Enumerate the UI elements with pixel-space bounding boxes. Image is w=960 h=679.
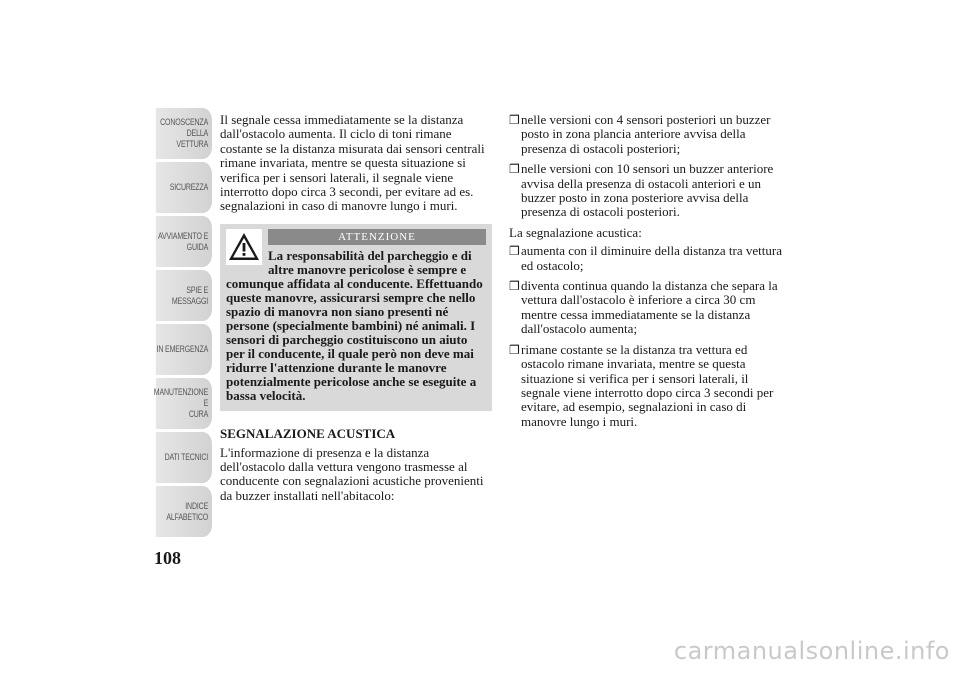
checkbox-bullet-icon: ❒ [509,113,520,127]
checkbox-bullet-icon: ❒ [509,244,520,259]
checkbox-bullet-icon: ❒ [509,162,520,177]
tab-emergenza[interactable]: IN EMERGENZA [156,324,212,375]
left-column [220,113,492,513]
warning-triangle-icon [226,229,262,265]
warning-text-rest: comunque affidata al conducente. Effettuando queste manovre, assicurarsi sempre che nello spazio di manovra non siano presenti né persone (specialmente bambini) né animali. I sensori di parcheggio costituiscono un aiuto per il conducente, il quale però non deve mai ridurre l'attenzione durante le manovre potenzialmente pericolose anche se eseguite a bassa velocità. [226,276,483,404]
checkbox-bullet-icon: ❒ [509,342,520,357]
list-item-text: diventa continua quando la distanza che separa la vettura dall'ostacolo è inferiore a circa 30 cm mentre cessa immediatamente se la distanza dall'ostacolo aumenta; [521,278,778,337]
list-item-text: aumenta con il diminuire della distanza tra vettura ed ostacolo; [521,243,782,273]
tab-indice[interactable]: INDICE ALFABETICO [156,486,212,537]
list-item [509,162,784,220]
right-column [509,113,784,435]
list-item [509,113,784,156]
tab-avviamento[interactable]: AVVIAMENTO E GUIDA [156,216,212,267]
list-item [509,279,784,337]
warning-text-first: La responsabilità del parcheggio e di altre manovre pericolose è sempre e [268,248,472,278]
section-title: SEGNALAZIONE ACUSTICA [220,426,396,442]
watermark: carmanualsonline.info [673,637,950,665]
list-item [509,343,784,429]
checkbox-bullet-icon: ❒ [509,279,520,294]
list-item [509,244,784,273]
warning-text [226,249,486,403]
section-paragraph: L'informazione di presenza e la distanza dell'ostacolo dalla vettura vengono trasmesse al conducente con segnalazioni acustiche provenienti da buzzer installati nell'abitacolo: [220,444,484,503]
tab-spie[interactable]: SPIE E MESSAGGI [156,270,212,321]
list-item-text: rimane costante se la distanza tra vettura ed ostacolo rimane invariata, mentre se questa situazione si verifica per i sensori laterali, il segnale viene interrotto dopo circa 3 secondi per evitare, ad esempio, segnalazioni in caso di manovre lungo i muri. [521,341,774,429]
warning-box [220,224,492,411]
list-item-text: nelle versioni con 4 sensori posteriori un buzzer posto in zona plancia anteriore avvisa della presenza di ostacoli posteriori; [521,112,771,156]
tab-conoscenza[interactable]: CONOSCENZA DELLA VETTURA [156,108,212,159]
chapter-sidebar [140,108,212,540]
tab-manutenzione[interactable]: MANUTENZIONE E CURA [156,378,212,429]
page-number: 108 [154,548,181,568]
tab-dati-tecnici[interactable]: DATI TECNICI [156,432,212,483]
list-item-text: nelle versioni con 10 sensori un buzzer anteriore avvisa della presenza di ostacoli anteriori e un buzzer posto in zona posteriore avvisa della presenza di ostacoli posteriori. [521,161,774,220]
intro-paragraph: Il segnale cessa immediatamente se la distanza dall'ostacolo aumenta. Il ciclo di toni rimane costante se la distanza misurata dai sensori centrali rimane invariata, mentre se questa situazione si verifica per i sensori laterali, il segnale viene interrotto dopo circa 3 secondi, per evitare ad es. segnalazioni in caso di manovre lungo i muri. [220,112,485,214]
acoustic-label: La segnalazione acustica: [509,224,642,240]
warning-heading: ATTENZIONE [268,229,486,245]
tab-sicurezza[interactable]: SICUREZZA [156,162,212,213]
